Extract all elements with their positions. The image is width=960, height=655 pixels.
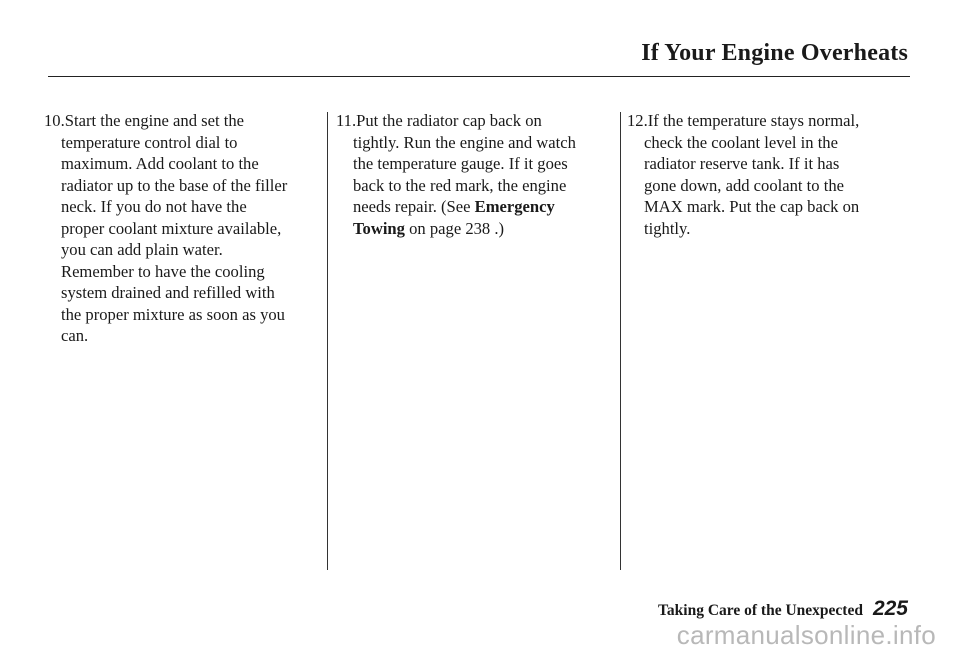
step-text-line: proper coolant mixture available, — [61, 218, 282, 238]
step-12 — [627, 110, 909, 239]
footer-section-title: Taking Care of the Unexpected — [658, 602, 863, 619]
cross-reference-emergency: Emergency — [474, 197, 555, 216]
column-divider — [620, 112, 621, 570]
step-number: 11. — [336, 111, 357, 130]
step-text-line: tightly. — [644, 218, 691, 238]
step-text-line: Start the engine and set the — [64, 111, 244, 130]
step-text-line: radiator reserve tank. If it has — [644, 154, 840, 173]
step-11 — [336, 110, 608, 239]
page-number: 225 — [872, 597, 908, 620]
column-divider — [327, 112, 328, 570]
step-text-line: you can add plain water. — [61, 240, 223, 259]
step-text-line: Put the radiator cap back on — [356, 111, 542, 130]
step-text-line: the temperature gauge. If it goes — [353, 154, 568, 173]
step-text-line: If the temperature stays normal, — [647, 111, 860, 130]
step-text-line: Remember to have the cooling — [61, 261, 265, 281]
step-text-line: back to the red mark, the engine — [353, 175, 567, 195]
step-text-line: temperature control dial to — [61, 132, 238, 152]
step-text-line: neck. If you do not have the — [61, 197, 247, 216]
step-text-line: gone down, add coolant to the — [644, 175, 845, 195]
step-text-line: radiator up to the base of the filler — [61, 175, 288, 195]
page-footer — [658, 597, 908, 621]
step-number: 12. — [627, 111, 648, 130]
header-rule — [48, 76, 910, 77]
step-text-line: system drained and refilled with — [61, 283, 275, 302]
step-text-line: check the coolant level in the — [644, 132, 838, 152]
step-text-line: can. — [61, 326, 89, 345]
step-text-line: MAX mark. Put the cap back on — [644, 197, 860, 216]
page-reference: on page 238 .) — [404, 218, 505, 238]
step-text-line: needs repair. (See — [353, 197, 475, 216]
step-text-line: tightly. Run the engine and watch — [353, 132, 576, 152]
cross-reference-towing: Towing — [353, 218, 405, 238]
step-text-line: maximum. Add coolant to the — [61, 154, 259, 173]
step-10 — [44, 110, 316, 347]
watermark: carmanualsonline.info — [676, 620, 936, 650]
step-number: 10. — [44, 111, 65, 130]
page-title: If Your Engine Overheats — [641, 40, 908, 66]
step-text-line: the proper mixture as soon as you — [61, 304, 285, 324]
